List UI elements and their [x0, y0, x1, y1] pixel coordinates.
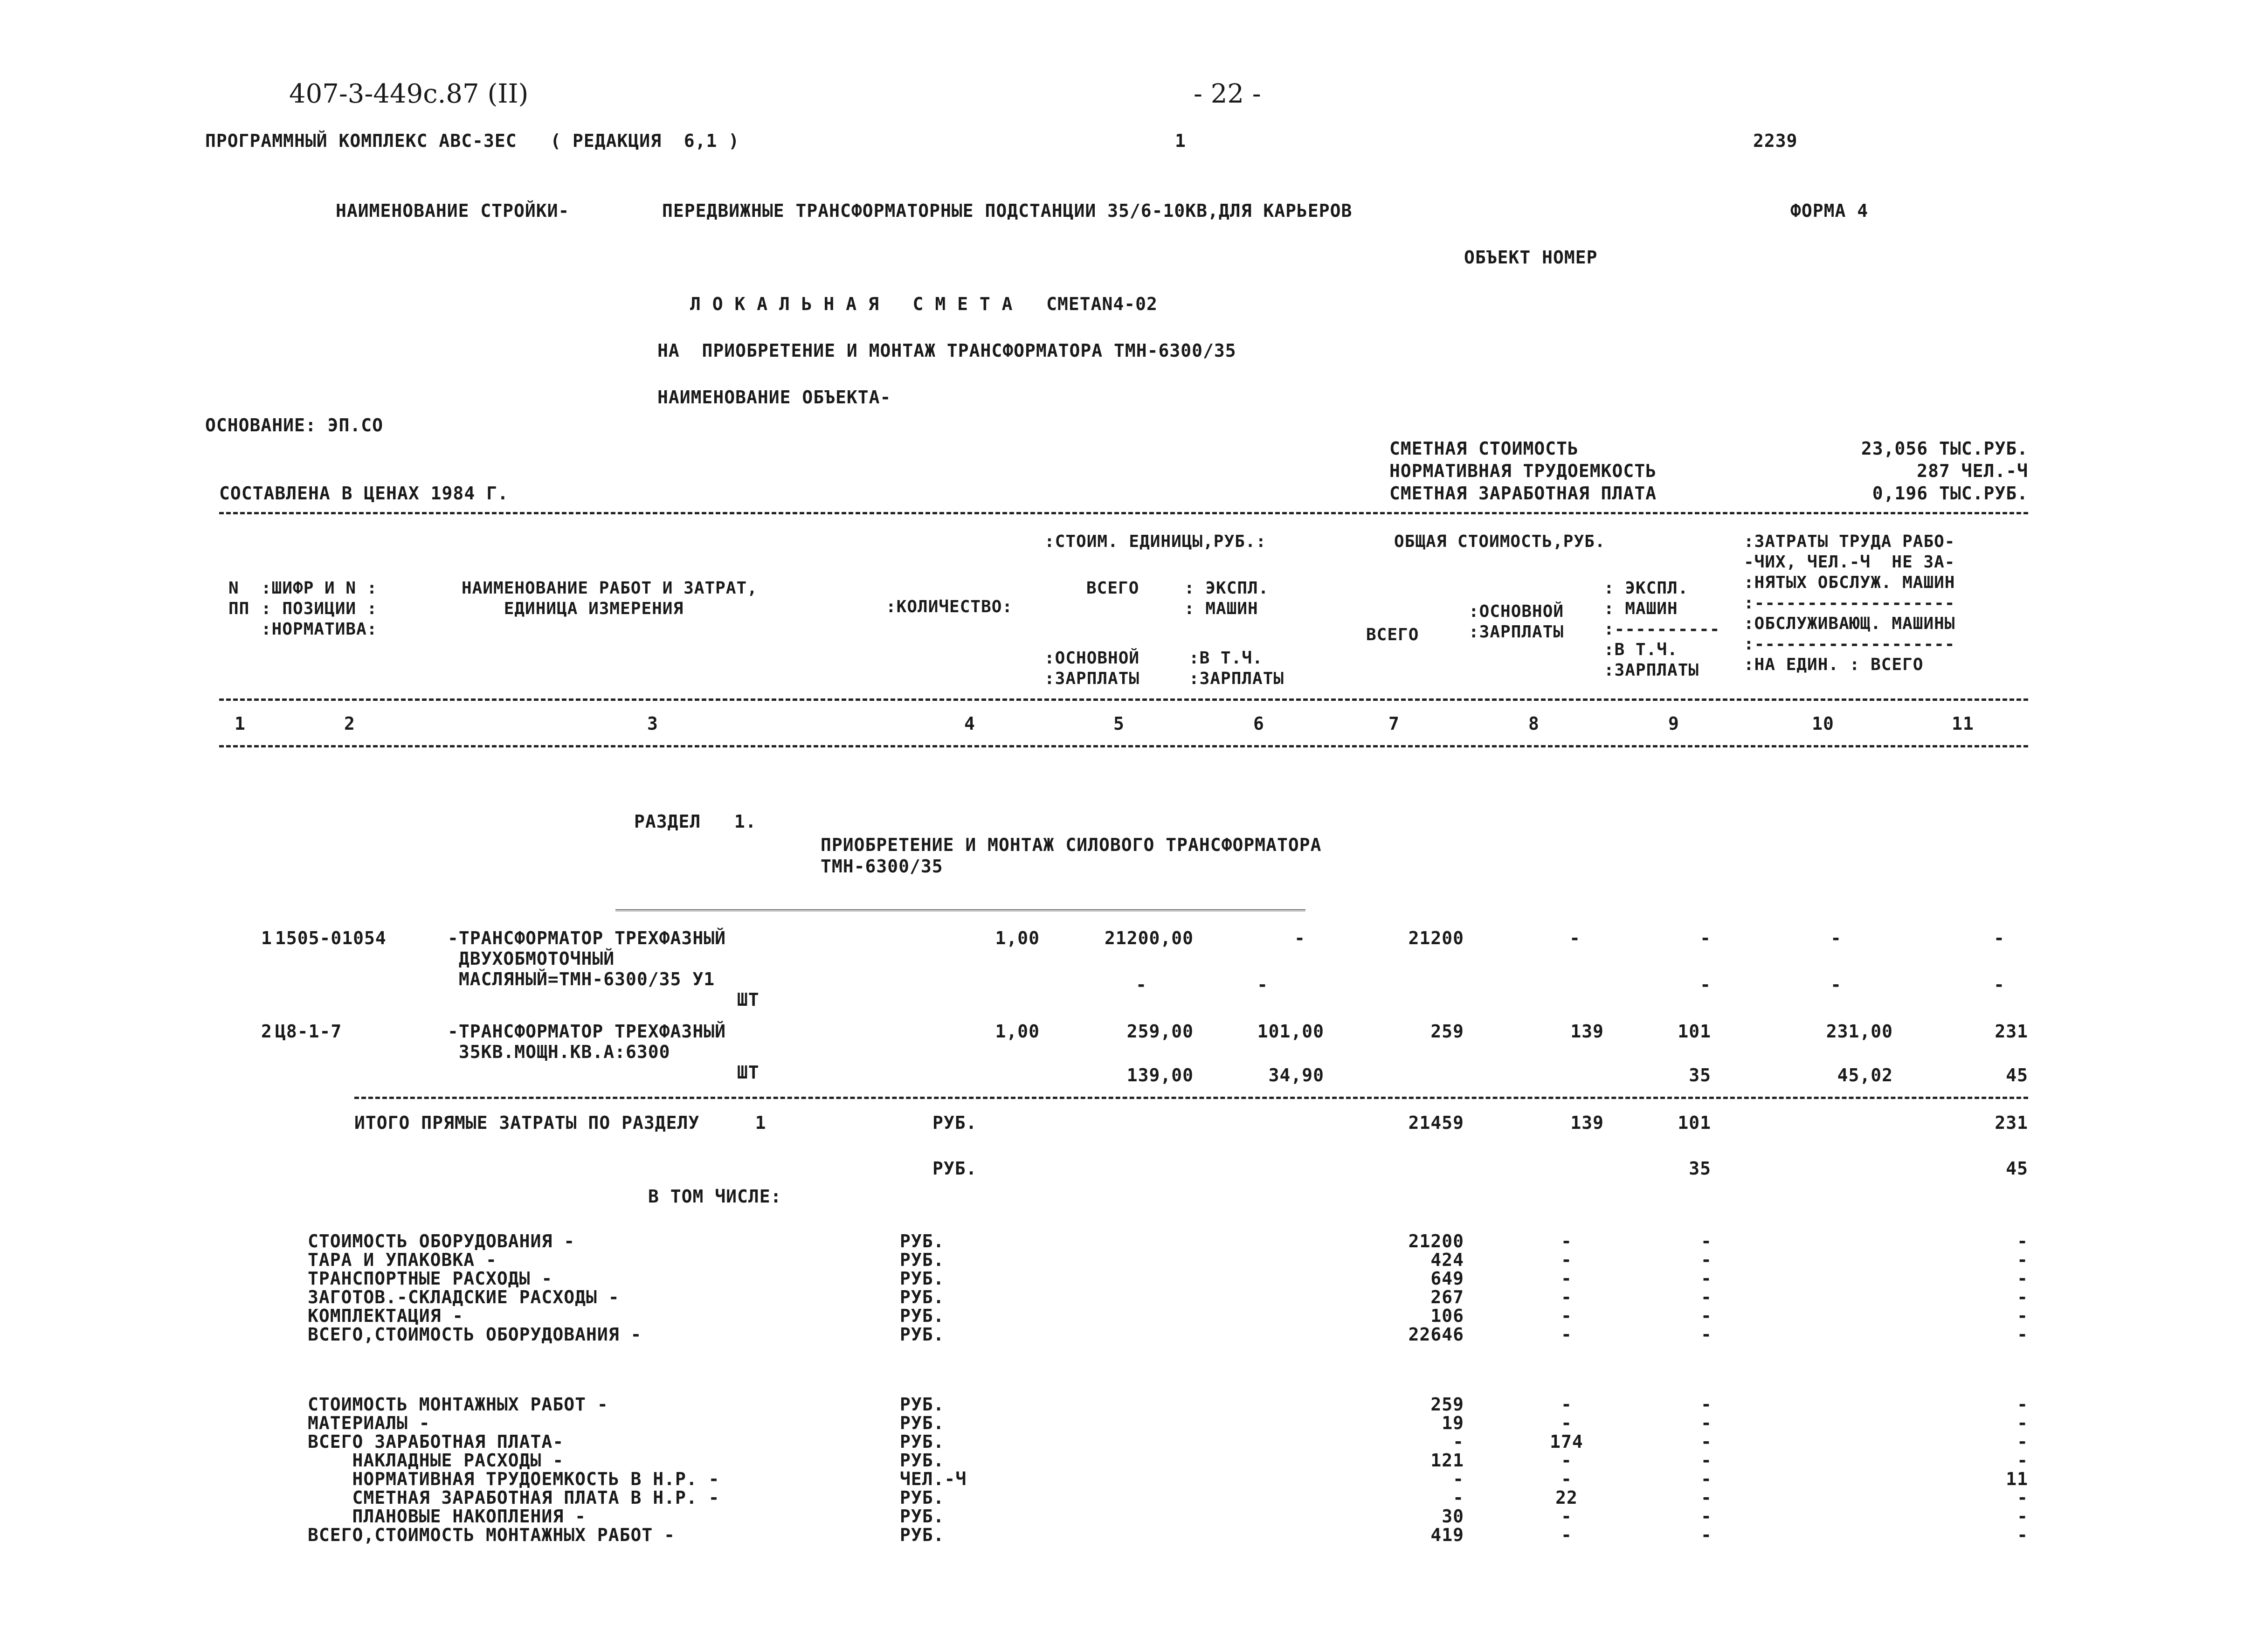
item-qty: 1,00	[995, 928, 1040, 948]
item-labor-total: -	[1994, 928, 2005, 948]
item-total-wage: 139	[1570, 1021, 1604, 1042]
section-rule	[615, 909, 1305, 911]
col-header-total-mach: : ЭКСПЛ. : МАШИН :---------- :В Т.Ч. :ЗАРПЛАТЫ	[1604, 579, 1720, 680]
breakdown-wage: -	[1561, 1250, 1572, 1270]
item-labor-mach-unit: 45,02	[1837, 1065, 1893, 1085]
breakdown-total: 30	[1442, 1506, 1464, 1527]
breakdown-wage: -	[1561, 1413, 1572, 1433]
prices-note: СОСТАВЛЕНА В ЦЕНАХ 1984 Г.	[219, 483, 509, 504]
total-mach: 101	[1678, 1113, 1711, 1133]
breakdown-mach: -	[1701, 1450, 1712, 1471]
breakdown-label: ТАРА И УПАКОВКА -	[308, 1250, 497, 1270]
item-unit-total: 259,00	[1126, 1021, 1194, 1042]
total-unit: РУБ.	[932, 1158, 977, 1179]
summary-label: НОРМАТИВНАЯ ТРУДОЕМКОСТЬ	[1389, 461, 1657, 481]
breakdown-wage: -	[1561, 1324, 1572, 1345]
item-total-mach-wage: -	[1700, 975, 1711, 995]
breakdown-unit: РУБ.	[900, 1268, 945, 1289]
total-label: ИТОГО ПРЯМЫЕ ЗАТРАТЫ ПО РАЗДЕЛУ 1	[354, 1113, 766, 1133]
breakdown-label: МАТЕРИАЛЫ -	[308, 1413, 430, 1433]
breakdown-mach: -	[1701, 1231, 1712, 1251]
item-unit-wage: 139,00	[1126, 1065, 1194, 1085]
basis: ОСНОВАНИЕ: ЭП.СО	[205, 415, 384, 435]
item-unit-total: 21200,00	[1104, 928, 1194, 948]
breakdown-unit: РУБ.	[900, 1306, 945, 1326]
table-rule	[354, 1097, 2028, 1099]
breakdown-mach: -	[1701, 1487, 1712, 1508]
item-name: -ТРАНСФОРМАТОР ТРЕХФАЗНЫЙ ДВУХОБМОТОЧНЫЙ МАСЛЯНЫЙ=ТМН-6300/35 У1 ШТ	[448, 928, 760, 1010]
breakdown-unit: РУБ.	[900, 1250, 945, 1270]
breakdown-unit: РУБ.	[900, 1431, 945, 1452]
document-subtitle: НА ПРИОБРЕТЕНИЕ И МОНТАЖ ТРАНСФОРМАТОРА ТМН-6300/35	[657, 340, 1236, 361]
col-number: 2	[344, 713, 355, 734]
col-number: 3	[647, 713, 658, 734]
item-unit-wage: -	[1136, 975, 1147, 995]
document-title: Л О К А Л Ь Н А Я С М Е Т А СМЕТАN4-02	[690, 294, 1158, 314]
breakdown-total: 22646	[1408, 1324, 1464, 1345]
breakdown-total: 419	[1430, 1525, 1464, 1545]
breakdown-unit: РУБ.	[900, 1506, 945, 1527]
item-unit-mach: -	[1294, 928, 1305, 948]
item-total-mach-wage: 35	[1689, 1065, 1711, 1085]
breakdown-label: ТРАНСПОРТНЫЕ РАСХОДЫ -	[308, 1268, 553, 1289]
breakdown-wage: -	[1561, 1506, 1572, 1527]
breakdown-wage: -	[1561, 1450, 1572, 1471]
breakdown-unit: РУБ.	[900, 1487, 945, 1508]
col-number: 10	[1812, 713, 1834, 734]
breakdown-total: 259	[1430, 1394, 1464, 1415]
breakdown-label: ПЛАНОВЫЕ НАКОПЛЕНИЯ -	[308, 1506, 586, 1527]
breakdown-labor: -	[2017, 1525, 2028, 1545]
item-labor-total: 231	[1995, 1021, 2028, 1042]
total-unit: РУБ.	[932, 1113, 977, 1133]
item-name: -ТРАНСФОРМАТОР ТРЕХФАЗНЫЙ 35КВ.МОЩН.КВ.А:6300 ШТ	[448, 1021, 760, 1083]
col-number: 9	[1668, 713, 1679, 734]
object-number: ОБЪЕКТ НОМЕР	[1464, 247, 1598, 268]
col-header-unit-wage: :ОСНОВНОЙ :ЗАРПЛАТЫ	[1044, 649, 1140, 688]
item-labor-mach-total: 45	[2006, 1065, 2028, 1085]
total-labor: 231	[1995, 1113, 2028, 1133]
breakdown-unit: РУБ.	[900, 1525, 945, 1545]
col-header-unit-total: ВСЕГО	[1086, 579, 1139, 598]
col-number: 6	[1253, 713, 1264, 734]
breakdown-unit: РУБ.	[900, 1413, 945, 1433]
breakdown-labor: -	[2017, 1324, 2028, 1345]
breakdown-wage: 174	[1550, 1431, 1583, 1452]
section-title: ТМН-6300/35	[821, 856, 943, 877]
breakdown-labor: -	[2017, 1450, 2028, 1471]
breakdown-total: -	[1453, 1469, 1464, 1489]
construction-name: ПЕРЕДВИЖНЫЕ ТРАНСФОРМАТОРНЫЕ ПОДСТАНЦИИ 35/6-10КВ,ДЛЯ КАРЬЕРОВ	[662, 200, 1353, 221]
item-number: 2	[261, 1021, 272, 1042]
breakdown-wage: -	[1561, 1394, 1572, 1415]
breakdown-total: 424	[1430, 1250, 1464, 1270]
col-header-unit-cost: :СТОИМ. ЕДИНИЦЫ,РУБ.:	[1044, 532, 1267, 551]
breakdown-mach: -	[1701, 1525, 1712, 1545]
summary-value: 0,196 ТЫС.РУБ.	[1872, 483, 2028, 504]
breakdown-total: 267	[1430, 1287, 1464, 1307]
breakdown-total: 106	[1430, 1306, 1464, 1326]
breakdown-labor: -	[2017, 1487, 2028, 1508]
summary-value: 287 ЧЕЛ.-Ч	[1917, 461, 2028, 481]
col-header-unit-mach-wage: :В Т.Ч. :ЗАРПЛАТЫ	[1189, 649, 1284, 688]
breakdown-total: 21200	[1408, 1231, 1464, 1251]
document-code: 407-3-449с.87 (II)	[289, 79, 529, 109]
col-header-total-all: ВСЕГО	[1366, 625, 1419, 644]
summary-label: СМЕТНАЯ СТОИМОСТЬ	[1389, 438, 1579, 459]
section-label: РАЗДЕЛ 1.	[634, 811, 757, 832]
col-header-unit-mach: : ЭКСПЛ. : МАШИН	[1184, 579, 1269, 618]
breakdown-labor: -	[2017, 1306, 2028, 1326]
breakdown-unit: РУБ.	[900, 1324, 945, 1345]
col-header-n: N ПП	[228, 579, 250, 618]
breakdown-labor: -	[2017, 1231, 2028, 1251]
breakdown-unit: РУБ.	[900, 1394, 945, 1415]
section-title: ПРИОБРЕТЕНИЕ И МОНТАЖ СИЛОВОГО ТРАНСФОРМАТОРА	[821, 835, 1322, 855]
breakdown-mach: -	[1701, 1413, 1712, 1433]
breakdown-label: ВСЕГО ЗАРАБОТНАЯ ПЛАТА-	[308, 1431, 564, 1452]
col-number: 11	[1952, 713, 1974, 734]
table-rule	[219, 698, 2028, 701]
breakdown-mach: -	[1701, 1394, 1712, 1415]
breakdown-label: ЗАГОТОВ.-СКЛАДСКИЕ РАСХОДЫ -	[308, 1287, 620, 1307]
breakdown-label: ВСЕГО,СТОИМОСТЬ ОБОРУДОВАНИЯ -	[308, 1324, 642, 1345]
breakdown-label: СТОИМОСТЬ ОБОРУДОВАНИЯ -	[308, 1231, 575, 1251]
breakdown-wage: -	[1561, 1525, 1572, 1545]
breakdown-labor: -	[2017, 1431, 2028, 1452]
program-marker: 1	[1175, 131, 1186, 151]
including-label: В ТОМ ЧИСЛЕ:	[648, 1186, 782, 1207]
breakdown-mach: -	[1701, 1324, 1712, 1345]
item-code: Ц8-1-7	[275, 1021, 342, 1042]
breakdown-wage: -	[1561, 1231, 1572, 1251]
breakdown-wage: -	[1561, 1287, 1572, 1307]
breakdown-label: СТОИМОСТЬ МОНТАЖНЫХ РАБОТ -	[308, 1394, 608, 1415]
breakdown-mach: -	[1701, 1268, 1712, 1289]
table-rule	[219, 512, 2028, 514]
col-header-name: НАИМЕНОВАНИЕ РАБОТ И ЗАТРАТ, ЕДИНИЦА ИЗМЕРЕНИЯ	[462, 579, 758, 618]
breakdown-total: -	[1453, 1431, 1464, 1452]
total-value: 21459	[1408, 1113, 1464, 1133]
item-total: 259	[1430, 1021, 1464, 1042]
breakdown-label: НОРМАТИВНАЯ ТРУДОЕМКОСТЬ В Н.Р. -	[308, 1469, 720, 1489]
breakdown-mach: -	[1701, 1469, 1712, 1489]
item-unit-mach-wage: -	[1257, 975, 1268, 995]
item-total-mach: -	[1700, 928, 1711, 948]
breakdown-wage: -	[1561, 1268, 1572, 1289]
col-number: 1	[235, 713, 246, 734]
col-number: 8	[1528, 713, 1540, 734]
breakdown-labor: -	[2017, 1394, 2028, 1415]
item-unit-mach-wage: 34,90	[1268, 1065, 1324, 1085]
breakdown-label: КОМПЛЕКТАЦИЯ -	[308, 1306, 464, 1326]
col-header-code: :ШИФР И N : : ПОЗИЦИИ : :НОРМАТИВА:	[261, 579, 378, 639]
breakdown-labor: -	[2017, 1268, 2028, 1289]
item-qty: 1,00	[995, 1021, 1040, 1042]
breakdown-labor: -	[2017, 1250, 2028, 1270]
breakdown-wage: -	[1561, 1469, 1572, 1489]
document-code-right: 2239	[1753, 131, 1798, 151]
breakdown-mach: -	[1701, 1287, 1712, 1307]
summary-label: СМЕТНАЯ ЗАРАБОТНАЯ ПЛАТА	[1389, 483, 1657, 504]
item-labor-mach-total: -	[1994, 975, 2005, 995]
breakdown-total: 649	[1430, 1268, 1464, 1289]
item-unit-mach: 101,00	[1257, 1021, 1324, 1042]
col-number: 5	[1113, 713, 1125, 734]
item-labor-mach-unit: -	[1830, 975, 1842, 995]
item-labor-unit: -	[1830, 928, 1842, 948]
summary-value: 23,056 ТЫС.РУБ.	[1861, 438, 2028, 459]
breakdown-label: НАКЛАДНЫЕ РАСХОДЫ -	[308, 1450, 564, 1471]
breakdown-unit: РУБ.	[900, 1231, 945, 1251]
total-labor-mach: 45	[2006, 1158, 2028, 1179]
col-header-qty: :КОЛИЧЕСТВО:	[886, 597, 1013, 616]
item-number: 1	[261, 928, 272, 948]
breakdown-labor: -	[2017, 1413, 2028, 1433]
construction-label: НАИМЕНОВАНИЕ СТРОЙКИ-	[336, 200, 570, 221]
item-total-wage: -	[1569, 928, 1581, 948]
breakdown-wage: 22	[1555, 1487, 1578, 1508]
breakdown-label: ВСЕГО,СТОИМОСТЬ МОНТАЖНЫХ РАБОТ -	[308, 1525, 675, 1545]
page-number: - 22 -	[1194, 79, 1261, 109]
breakdown-labor: 11	[2006, 1469, 2028, 1489]
breakdown-unit: ЧЕЛ.-Ч	[900, 1469, 967, 1489]
breakdown-total: 19	[1442, 1413, 1464, 1433]
col-header-total-cost: ОБЩАЯ СТОИМОСТЬ,РУБ.	[1394, 532, 1606, 551]
breakdown-unit: РУБ.	[900, 1450, 945, 1471]
breakdown-wage: -	[1561, 1306, 1572, 1326]
breakdown-labor: -	[2017, 1287, 2028, 1307]
breakdown-labor: -	[2017, 1506, 2028, 1527]
breakdown-mach: -	[1701, 1506, 1712, 1527]
breakdown-mach: -	[1701, 1250, 1712, 1270]
breakdown-unit: РУБ.	[900, 1287, 945, 1307]
total-wage: 139	[1570, 1113, 1604, 1133]
object-name: НАИМЕНОВАНИЕ ОБЪЕКТА-	[657, 387, 891, 408]
breakdown-total: 121	[1430, 1450, 1464, 1471]
breakdown-label: СМЕТНАЯ ЗАРАБОТНАЯ ПЛАТА В Н.Р. -	[308, 1487, 720, 1508]
breakdown-total: -	[1453, 1487, 1464, 1508]
col-number: 4	[964, 713, 975, 734]
breakdown-mach: -	[1701, 1306, 1712, 1326]
item-labor-unit: 231,00	[1826, 1021, 1893, 1042]
item-total: 21200	[1408, 928, 1464, 948]
col-header-labor: :ЗАТРАТЫ ТРУДА РАБО- -ЧИХ, ЧЕЛ.-Ч НЕ ЗА- :НЯТЫХ ОБСЛУЖ. МАШИН :------------------- :ОБСЛУЖИВАЮЩ. МАШИНЫ :------------------- :НА ЕДИН. : ВСЕГО	[1744, 532, 1955, 674]
program-line: ПРОГРАММНЫЙ КОМПЛЕКС АВС-3ЕС ( РЕДАКЦИЯ 6,1 )	[205, 131, 740, 151]
form-label: ФОРМА 4	[1790, 200, 1869, 221]
table-rule	[219, 745, 2028, 747]
item-total-mach: 101	[1678, 1021, 1711, 1042]
col-header-total-wage: :ОСНОВНОЙ :ЗАРПЛАТЫ	[1469, 602, 1564, 642]
item-code: 1505-01054	[275, 928, 387, 948]
col-number: 7	[1388, 713, 1400, 734]
total-mach-wage: 35	[1689, 1158, 1711, 1179]
breakdown-mach: -	[1701, 1431, 1712, 1452]
